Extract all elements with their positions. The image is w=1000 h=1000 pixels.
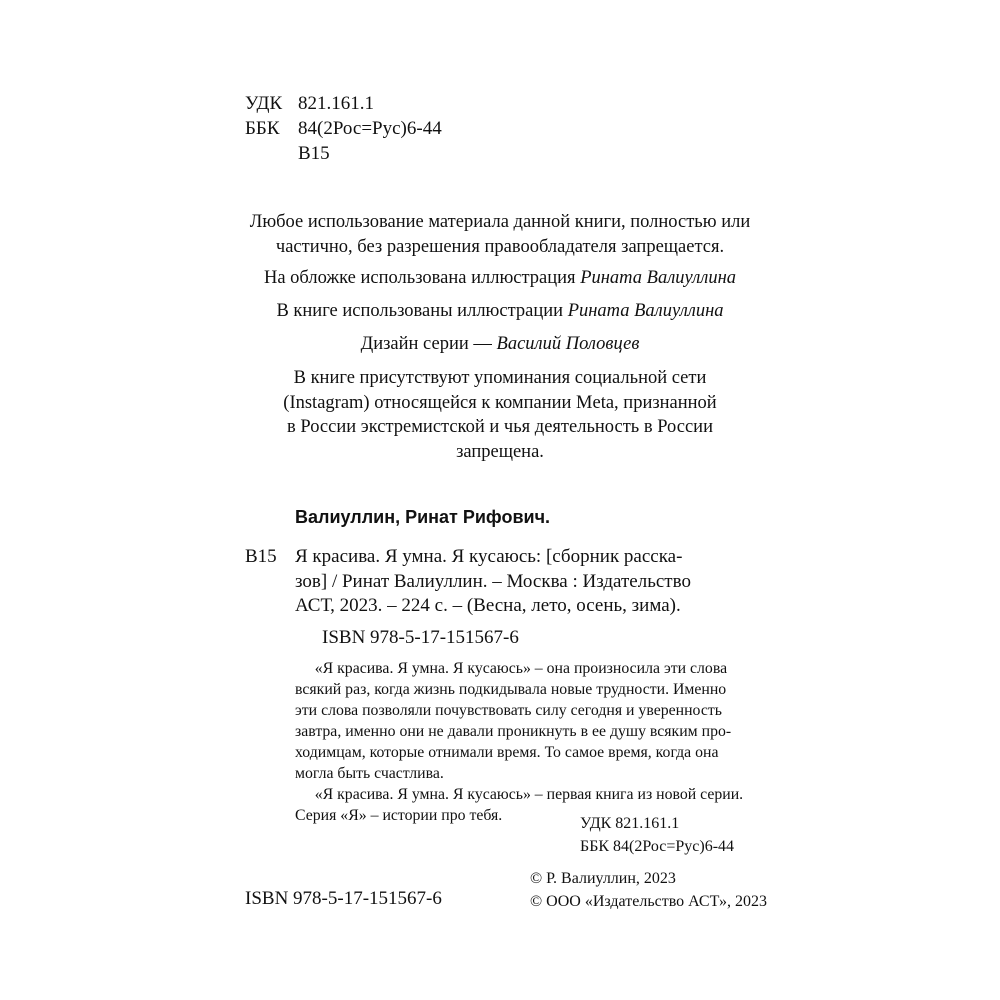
meta-notice-line: (Instagram) относящейся к компании Meta, признанной xyxy=(283,392,717,413)
meta-notice-line: В книге присутствуют упоминания социальной сети xyxy=(293,368,707,388)
book-credit-text: В книге использованы иллюстрации xyxy=(276,301,564,321)
abstract-line: «Я красива. Я умна. Я кусаюсь» – она произносила эти слова xyxy=(295,660,728,677)
bbk-row xyxy=(245,117,442,141)
bib-description-line: АСТ, 2023. – 224 с. – (Весна, лето, осень, зима). xyxy=(295,595,681,616)
abstract-line: завтра, именно они не давали проникнуть в ее душу всяким про- xyxy=(295,723,732,740)
udk-row xyxy=(245,92,374,116)
abstract-line: ходимцам, которые отнимали время. То самое время, когда она xyxy=(295,744,719,761)
udk-bottom: УДК 821.161.1 xyxy=(580,815,680,832)
udk-label: УДК xyxy=(245,93,283,114)
abstract-line: всякий раз, когда жизнь подкидывала новые трудности. Именно xyxy=(295,681,727,698)
isbn-footer: ISBN 978-5-17-151567-6 xyxy=(245,888,442,909)
abstract-line: эти слова позволяли почувствовать силу сегодня и уверенность xyxy=(295,702,722,719)
abstract xyxy=(295,658,743,826)
abstract-line: «Я красива. Я умна. Я кусаюсь» – первая книга из новой серии. xyxy=(295,786,744,803)
book-illustration-credit xyxy=(0,299,1000,324)
book-credit-name: Рината Валиуллина xyxy=(567,301,724,321)
design-credit-name: Василий Половцев xyxy=(496,334,640,354)
udk-value: 821.161.1 xyxy=(298,93,374,114)
series-design-credit xyxy=(0,332,1000,357)
isbn-bib: ISBN 978-5-17-151567-6 xyxy=(322,627,519,648)
abstract-line: могла быть счастлива. xyxy=(295,765,444,782)
cover-credit-text: На обложке использована иллюстрация xyxy=(263,268,576,288)
author-heading: Валиуллин, Ринат Рифович. xyxy=(295,507,551,527)
usage-notice-line: частично, без разрешения правообладателя запрещается. xyxy=(275,236,725,257)
bbk-label: ББК xyxy=(245,118,280,139)
usage-notice-line: Любое использование материала данной книги, полностью или xyxy=(249,212,751,232)
meta-notice-line: запрещена. xyxy=(456,441,544,462)
author-mark: В15 xyxy=(298,143,330,164)
bib-description-line: зов] / Ринат Валиуллин. – Москва : Издательство xyxy=(295,570,691,592)
bib-description xyxy=(295,545,691,619)
bbk-value: 84(2Рос=Рус)6-44 xyxy=(298,118,442,139)
design-credit-text: Дизайн серии — xyxy=(360,334,492,354)
abstract-line: Серия «Я» – истории про тебя. xyxy=(295,807,503,824)
bib-description-line: Я красива. Я умна. Я кусаюсь: [сборник расска- xyxy=(295,546,683,567)
meta-notice xyxy=(0,366,1000,464)
bbk-bottom: ББК 84(2Рос=Рус)6-44 xyxy=(580,838,735,855)
cover-illustration-credit xyxy=(0,266,1000,291)
copyright-publisher: © ООО «Издательство АСТ», 2023 xyxy=(530,893,767,910)
copyright-author: © Р. Валиуллин, 2023 xyxy=(530,870,676,887)
cover-credit-name: Рината Валиуллина xyxy=(580,268,737,288)
usage-notice xyxy=(0,210,1000,259)
author-mark-bib: В15 xyxy=(245,546,277,567)
meta-notice-line: в России экстремистской и чья деятельность в России xyxy=(287,417,713,437)
